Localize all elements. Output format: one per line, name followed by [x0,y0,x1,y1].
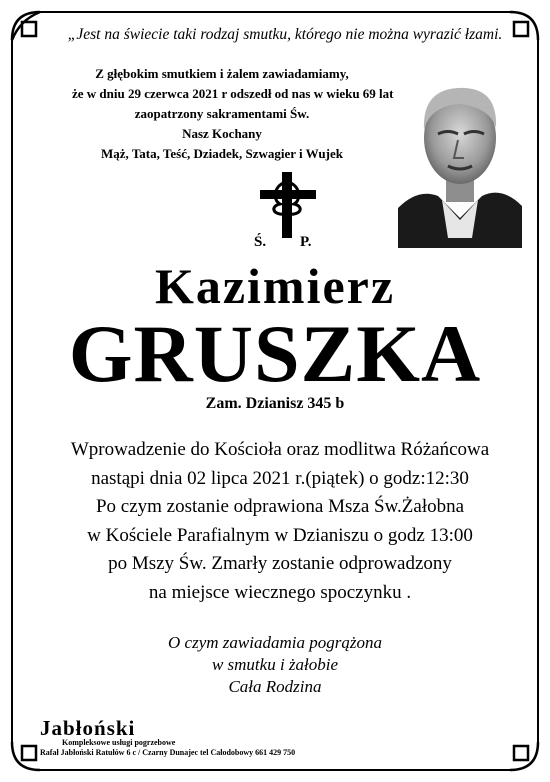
cross-icon [246,170,330,250]
company-name: Jabłoński [40,716,136,740]
residence-address: Zam. Dzianisz 345 b [205,395,345,412]
announcement-intro [72,64,394,164]
cross-letter-left: Ś. [254,234,267,250]
intro-line: Nasz Kochany [182,126,262,141]
portrait-photo [398,68,522,248]
intro-line: Mąż, Tata, Teść, Dziadek, Szwagier i Wujek [101,146,343,161]
company-address: Rafał Jabłoński Ratułów 6 c / Czarny Dunajec tel Całodobowy 661 429 750 [40,748,296,757]
intro-line: zaopatrzony sakramentami Św. [134,106,310,121]
funeral-service-details [30,436,530,607]
surname: GRUSZKA [68,308,482,399]
intro-line: Z głębokim smutkiem i żalem zawiadamiamy, [95,66,349,81]
company-subtitle: Kompleksowe usługi pogrzebowe [62,738,176,747]
closing-line: w smutku i żałobie [211,655,339,674]
service-line: nastąpi dnia 02 lipca 2021 r.(piątek) o godz:12:30 [91,467,469,489]
closing-line: Cała Rodzina [228,677,322,696]
service-line: w Kościele Parafialnym w Dzianiszu o godz 13:00 [87,524,473,546]
closing-line: O czym zawiadamia pogrążona [168,633,382,652]
service-line: Po czym zostanie odprawiona Msza Św.Żałobna [95,496,465,517]
service-line: Wprowadzenie do Kościoła oraz modlitwa Różańcowa [70,439,490,460]
opening-quote: „Jest na świecie taki rodzaj smutku, którego nie można wyrazić łzami. [67,26,503,43]
service-line: po Mszy Św. Zmarły zostanie odprowadzony [108,553,452,574]
family-closing [60,632,490,698]
first-name: Kazimierz [154,258,396,314]
cross-letter-right: P. [300,234,312,250]
intro-line: że w dniu 29 czerwca 2021 r odszedł od nas w wieku 69 lat [72,86,394,101]
funeral-company-footer [40,718,420,759]
service-line: na miejsce wiecznego spoczynku . [148,581,412,603]
